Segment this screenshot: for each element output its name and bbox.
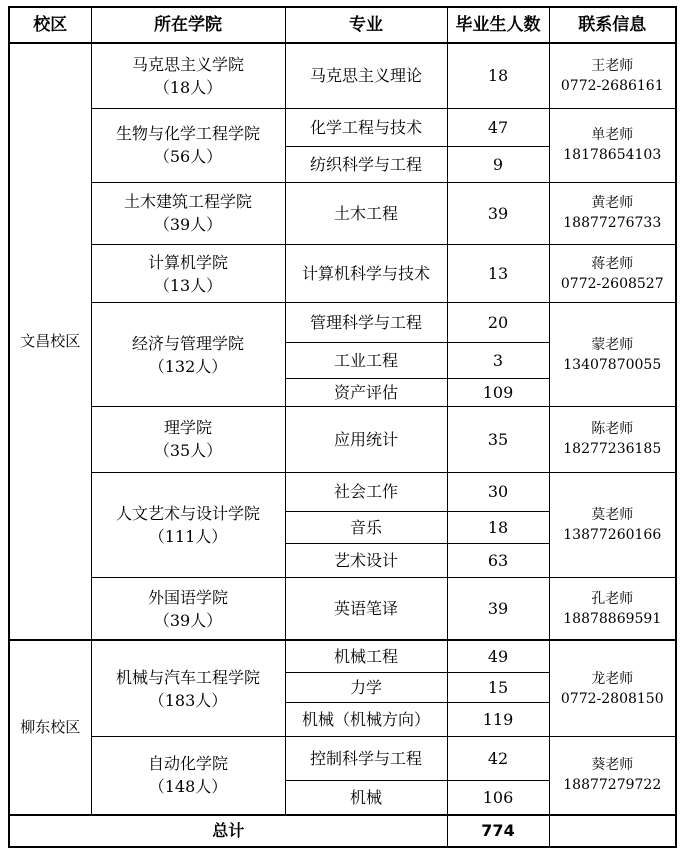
major-cell: 机械工程: [285, 640, 447, 672]
graduates-cell: 13: [447, 245, 549, 303]
major-cell: 应用统计: [285, 407, 447, 472]
college-cell: [91, 245, 285, 303]
contact-name: 莫老师: [591, 506, 634, 523]
college-name: 计算机学院: [147, 252, 228, 272]
college-count: （35人）: [153, 441, 223, 461]
contact-name: 蒋老师: [591, 255, 634, 272]
major-cell: 机械（机械方向）: [285, 703, 447, 737]
header-row: [9, 7, 676, 43]
graduates-cell: 63: [447, 543, 549, 577]
contact-name: 葵老师: [591, 757, 634, 774]
header-college: 所在学院: [91, 7, 285, 43]
total-value: 774: [447, 815, 549, 847]
table-row: [9, 43, 676, 108]
college-cell: [91, 407, 285, 472]
table-row: [9, 303, 676, 343]
campus-cell: 柳东校区: [9, 640, 91, 814]
graduates-cell: 47: [447, 108, 549, 146]
major-cell: 化学工程与技术: [285, 108, 447, 146]
contact-name: 龙老师: [591, 670, 634, 687]
contact-name: 蒙老师: [591, 336, 634, 353]
contact-phone: 13407870055: [563, 356, 662, 373]
major-cell: 纺织科学与工程: [285, 146, 447, 182]
college-name: 理学院: [163, 418, 212, 438]
graduates-cell: 35: [447, 407, 549, 472]
major-cell: 计算机科学与技术: [285, 245, 447, 303]
college-cell: [91, 182, 285, 244]
college-count: （39人）: [153, 215, 223, 235]
graduates-cell: 39: [447, 577, 549, 640]
header-campus: 校区: [9, 7, 91, 43]
college-cell: [91, 303, 285, 407]
table-row: [9, 407, 676, 472]
contact-phone: 18877276733: [563, 215, 662, 232]
college-name: 人文艺术与设计学院: [115, 503, 260, 523]
major-cell: 工业工程: [285, 343, 447, 379]
graduates-cell: 20: [447, 303, 549, 343]
graduate-table: [8, 6, 677, 848]
table-row: [9, 640, 676, 672]
contact-name: 单老师: [591, 127, 634, 144]
graduates-cell: 42: [447, 737, 549, 781]
table-row: [9, 245, 676, 303]
header-contact: 联系信息: [549, 7, 676, 43]
college-count: （39人）: [153, 610, 223, 630]
contact-phone: 0772-2608527: [560, 275, 664, 292]
college-cell: [91, 640, 285, 736]
college-name: 马克思主义学院: [131, 54, 244, 74]
contact-name: 王老师: [591, 57, 634, 74]
major-cell: 英语笔译: [285, 577, 447, 640]
major-cell: 艺术设计: [285, 543, 447, 577]
graduates-cell: 119: [447, 703, 549, 737]
contact-phone: 18878869591: [563, 610, 662, 627]
graduates-cell: 30: [447, 472, 549, 511]
contact-name: 陈老师: [591, 421, 634, 438]
college-count: （13人）: [153, 275, 223, 295]
contact-phone: 13877260166: [563, 526, 662, 543]
total-contact-empty: [549, 815, 676, 847]
major-cell: 土木工程: [285, 182, 447, 244]
graduates-cell: 9: [447, 146, 549, 182]
contact-cell: [549, 472, 676, 577]
contact-phone: 0772-2686161: [560, 77, 664, 94]
major-cell: 管理科学与工程: [285, 303, 447, 343]
college-count: （148人）: [148, 777, 228, 797]
contact-phone: 0772-2808150: [560, 690, 664, 707]
header-major: 专业: [285, 7, 447, 43]
contact-cell: [549, 43, 676, 108]
college-count: （132人）: [148, 356, 228, 376]
graduates-cell: 3: [447, 343, 549, 379]
college-count: （56人）: [153, 147, 223, 167]
college-name: 生物与化学工程学院: [115, 124, 260, 144]
contact-phone: 18277236185: [563, 441, 662, 458]
major-cell: 力学: [285, 672, 447, 702]
college-cell: [91, 43, 285, 108]
contact-phone: 18178654103: [563, 147, 662, 164]
graduates-cell: 109: [447, 379, 549, 407]
table-row: [9, 182, 676, 244]
major-cell: 音乐: [285, 511, 447, 543]
graduates-cell: 18: [447, 43, 549, 108]
college-name: 机械与汽车工程学院: [115, 667, 260, 687]
college-cell: [91, 737, 285, 815]
total-row: [9, 815, 676, 847]
college-name: 自动化学院: [147, 754, 228, 774]
college-cell: [91, 108, 285, 182]
contact-cell: [549, 407, 676, 472]
major-cell: 资产评估: [285, 379, 447, 407]
table-row: [9, 577, 676, 640]
college-count: （111人）: [148, 526, 228, 546]
contact-cell: [549, 245, 676, 303]
graduates-cell: 49: [447, 640, 549, 672]
college-name: 外国语学院: [147, 587, 228, 607]
table-row: [9, 108, 676, 146]
college-count: （18人）: [153, 77, 223, 97]
contact-cell: [549, 737, 676, 815]
graduates-cell: 106: [447, 781, 549, 815]
graduates-cell: 39: [447, 182, 549, 244]
contact-cell: [549, 303, 676, 407]
contact-name: 黄老师: [591, 195, 634, 212]
contact-name: 孔老师: [591, 590, 634, 607]
contact-cell: [549, 108, 676, 182]
major-cell: 马克思主义理论: [285, 43, 447, 108]
college-cell: [91, 577, 285, 640]
college-name: 土木建筑工程学院: [123, 192, 252, 212]
major-cell: 控制科学与工程: [285, 737, 447, 781]
major-cell: 社会工作: [285, 472, 447, 511]
table-row: [9, 737, 676, 781]
college-cell: [91, 472, 285, 577]
college-count: （183人）: [148, 690, 228, 710]
contact-cell: [549, 640, 676, 736]
contact-phone: 18877279722: [563, 777, 662, 794]
graduates-cell: 18: [447, 511, 549, 543]
total-label: 总计: [9, 815, 447, 847]
major-cell: 机械: [285, 781, 447, 815]
header-graduates: 毕业生人数: [447, 7, 549, 43]
college-name: 经济与管理学院: [131, 333, 244, 353]
contact-cell: [549, 577, 676, 640]
table-row: [9, 472, 676, 511]
campus-cell: 文昌校区: [9, 43, 91, 640]
contact-cell: [549, 182, 676, 244]
graduates-cell: 15: [447, 672, 549, 702]
